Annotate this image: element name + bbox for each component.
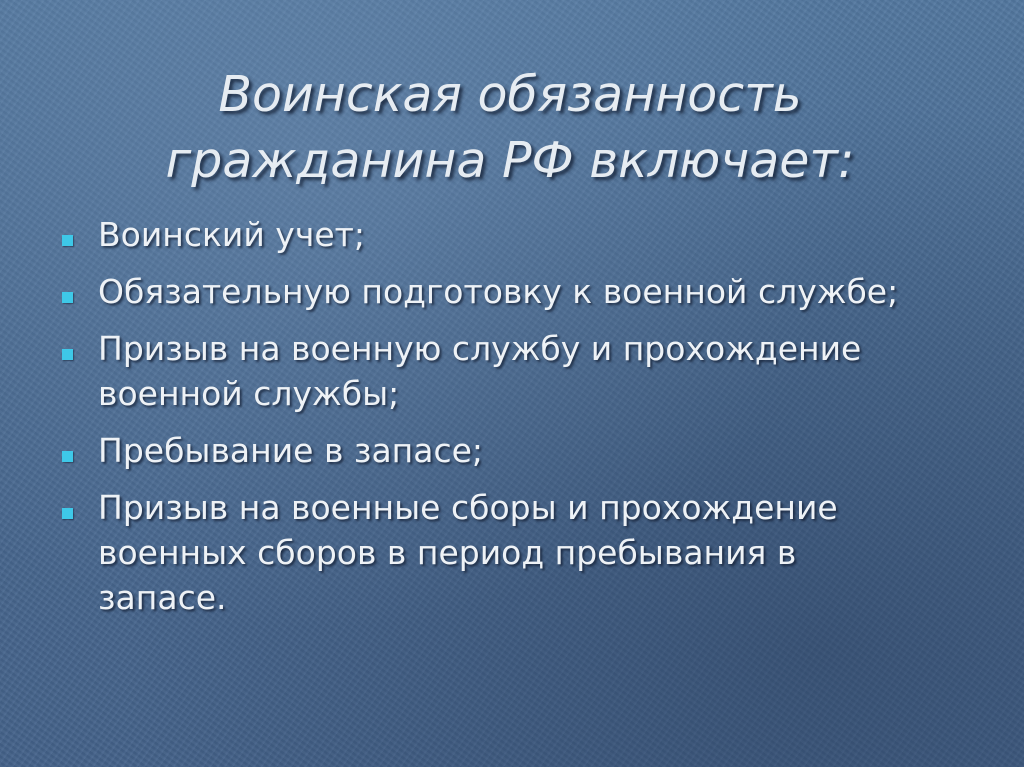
bullet-item-reserve xyxy=(58,428,988,473)
slide-title-line-1: Воинская обязанность xyxy=(218,66,802,123)
square-bullet-icon xyxy=(62,292,73,303)
bullet-text-continuation: военных сборов в период пребывания в xyxy=(98,533,797,572)
bullet-item-mandatory-training xyxy=(58,269,988,314)
slide-title-line-2: гражданина РФ включает: xyxy=(165,132,855,189)
bullet-item-military-musters xyxy=(58,485,988,620)
bullet-text-continuation: запасе. xyxy=(98,578,227,617)
bullet-text: Призыв на военные сборы и прохождение xyxy=(98,488,838,527)
bullet-list xyxy=(58,212,988,632)
slide-title xyxy=(60,62,960,194)
bullet-text: Призыв на военную службу и прохождение xyxy=(98,329,862,368)
bullet-text-continuation: военной службы; xyxy=(98,374,400,413)
bullet-text: Воинский учет; xyxy=(98,215,365,254)
bullet-item-military-registration xyxy=(58,212,988,257)
square-bullet-icon xyxy=(62,451,73,462)
square-bullet-icon xyxy=(62,349,73,360)
square-bullet-icon xyxy=(62,235,73,246)
bullet-text: Обязательную подготовку к военной службе; xyxy=(98,272,899,311)
bullet-item-conscription-service xyxy=(58,326,988,416)
bullet-text: Пребывание в запасе; xyxy=(98,431,484,470)
square-bullet-icon xyxy=(62,508,73,519)
